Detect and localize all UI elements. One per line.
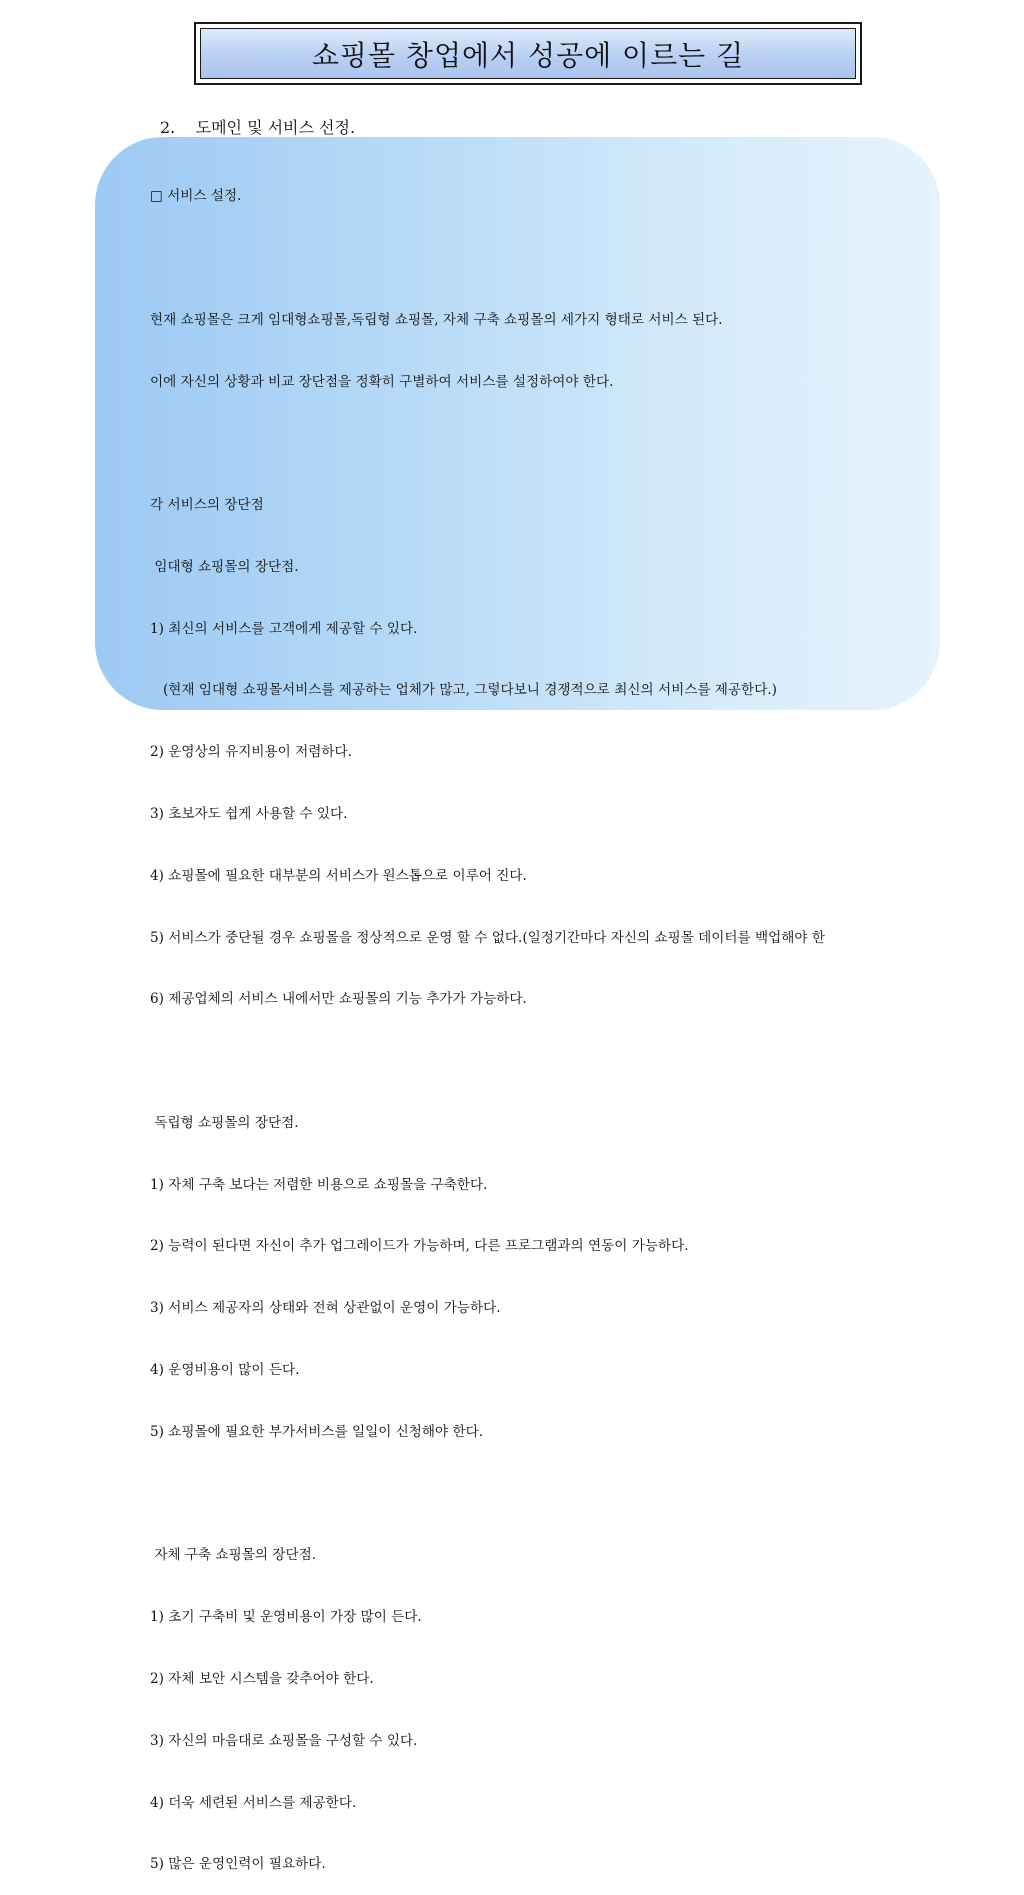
title-inner-frame xyxy=(200,28,856,79)
text-line: 자체 구축 쇼핑몰의 장단점. xyxy=(150,1547,317,1564)
text-line: 1) 자체 구축 보다는 저렴한 비용으로 쇼핑몰을 구축한다. xyxy=(150,1176,488,1193)
text-line: 독립형 쇼핑몰의 장단점. xyxy=(150,1114,299,1131)
text-line xyxy=(150,248,1024,269)
text-line: 6) 제공업체의 서비스 내에서만 쇼핑몰의 기능 추가가 가능하다. xyxy=(150,991,527,1008)
text-line xyxy=(150,433,1024,454)
title-box xyxy=(194,22,862,85)
text-line: 4) 더욱 세련된 서비스를 제공한다. xyxy=(150,1794,357,1811)
text-line: 5) 서비스가 중단될 경우 쇼핑몰을 정상적으로 운영 할 수 없다.(일정기간마다 자신의 쇼핑몰 데이터를 백업해야 한 xyxy=(150,929,825,946)
text-line: 5) 많은 운영인력이 필요하다. xyxy=(150,1856,326,1873)
text-line: 5) 쇼핑몰에 필요한 부가서비스를 일일이 신청해야 한다. xyxy=(150,1423,484,1440)
section-heading xyxy=(160,115,355,138)
text-line: 3) 초보자도 쉽게 사용할 수 있다. xyxy=(150,806,348,822)
text-line: 4) 쇼핑몰에 필요한 대부분의 서비스가 원스톱으로 이루어 진다. xyxy=(150,867,527,884)
text-line: 2) 운영상의 유지비용이 저렴하다. xyxy=(150,744,352,761)
section-heading-text: 도메인 및 서비스 선정. xyxy=(195,118,356,137)
text-line: □ 서비스 설정. xyxy=(150,188,242,205)
text-line: 2) 자체 보안 시스템을 갖추어야 한다. xyxy=(150,1670,374,1687)
section-number: 2. xyxy=(160,118,176,137)
text-line: 4) 운영비용이 많이 든다. xyxy=(150,1362,300,1379)
text-line: 각 서비스의 장단점 xyxy=(150,497,264,514)
body-text xyxy=(150,145,1024,1895)
text-line xyxy=(150,1051,1024,1072)
text-line: 1) 최신의 서비스를 고객에게 제공할 수 있다. xyxy=(150,620,418,637)
text-line xyxy=(150,1484,1024,1505)
text-line: 현재 쇼핑몰은 크게 임대형쇼핑몰,독립형 쇼핑몰, 자체 구축 쇼핑몰의 세가지 형태로 서비스 된다. xyxy=(150,311,723,328)
text-line: 임대형 쇼핑몰의 장단점. xyxy=(150,558,299,575)
slide-title: 쇼핑몰 창업에서 성공에 이르는 길 xyxy=(311,38,745,72)
text-line: 2) 능력이 된다면 자신이 추가 업그레이드가 가능하며, 다른 프로그램과의 연동이 가능하다. xyxy=(150,1238,689,1255)
text-line: 3) 자신의 마음대로 쇼핑몰을 구성할 수 있다. xyxy=(150,1732,418,1749)
text-line: 3) 서비스 제공자의 상태와 전혀 상관없이 운영이 가능하다. xyxy=(150,1300,501,1317)
text-line: 이에 자신의 상황과 비교 장단점을 정확히 구별하여 서비스를 설정하여야 한다. xyxy=(150,373,614,390)
text-line: (현재 임대형 쇼핑몰서비스를 제공하는 업체가 많고, 그렇다보니 경쟁적으로 최신의 서비스를 제공한다.) xyxy=(150,682,777,699)
text-line: 1) 초기 구축비 및 운영비용이 가장 많이 든다. xyxy=(150,1609,422,1626)
